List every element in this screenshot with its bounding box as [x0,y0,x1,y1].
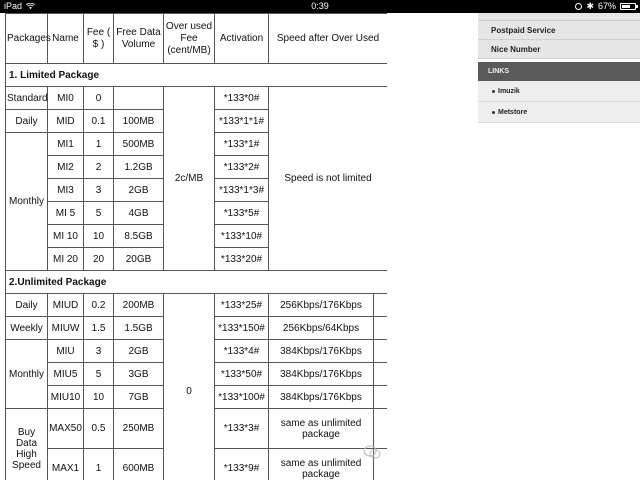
package-activation: *133*20# [215,248,269,271]
package-name: MI2 [48,156,84,179]
package-activation: *133*10# [215,225,269,248]
package-fee: 3 [84,179,114,202]
package-activation: *133*4# [215,340,269,363]
package-type: Weekly [6,317,48,340]
package-activation: *133*1*1# [215,110,269,133]
package-data: 8.5GB [114,225,164,248]
header-name: Name [48,14,84,64]
unlimited-over-used-fee: 0 [164,294,215,480]
section-title-limited: 1. Limited Package [6,64,388,87]
package-type: Monthly [6,133,48,271]
package-data: 1.2GB [114,156,164,179]
package-speed: same as unlimited package [269,409,374,449]
package-speed: 384Kbps/176Kbps [269,340,374,363]
package-name: MIU [48,340,84,363]
package-activation: *133*9# [215,449,269,480]
package-name: MIUD [48,294,84,317]
package-table-container [5,13,387,480]
package-fee: 0 [84,87,114,110]
link-label: Metstore [498,109,528,116]
package-speed: 384Kbps/176Kbps [269,363,374,386]
sidebar-item-nice-number[interactable]: Nice Number [478,40,640,59]
package-activation: *133*25# [215,294,269,317]
package-name: MIUW [48,317,84,340]
table-row [6,87,388,110]
sidebar-item-postpaid[interactable]: Postpaid Service [478,21,640,40]
package-name: MAX50 [48,409,84,449]
package-activation: *133*150# [215,317,269,340]
package-data: 20GB [114,248,164,271]
package-name: MI 20 [48,248,84,271]
package-data: 3GB [114,363,164,386]
package-name: MI 10 [48,225,84,248]
package-table [5,13,387,480]
bluetooth-icon: ✱ [586,1,594,11]
header-speed-after: Speed after Over Used [269,14,388,64]
package-speed: 256Kbps/176Kbps [269,294,374,317]
package-fee: 1 [84,133,114,156]
package-data: 7GB [114,386,164,409]
bullet-icon [492,111,495,114]
package-data: 4GB [114,202,164,225]
header-over-used: Over used Fee (cent/MB) [164,14,215,64]
sidebar-item-clipped[interactable] [478,13,640,21]
section-row [6,271,388,294]
package-data: 200MB [114,294,164,317]
section-title-unlimited: 2.Unlimited Package [6,271,388,294]
package-name: MI3 [48,179,84,202]
package-fee: 2 [84,156,114,179]
header-fee: Fee ( $ ) [84,14,114,64]
table-row [6,294,388,317]
package-activation: *133*50# [215,363,269,386]
package-type: Monthly [6,340,48,409]
package-fee: 3 [84,340,114,363]
package-data: 2GB [114,340,164,363]
rotation-lock-icon [575,3,582,10]
package-type: Daily [6,294,48,317]
header-row [6,14,388,64]
battery-level-fill [622,5,630,8]
package-type: Standard [6,87,48,110]
package-data: 1.5GB [114,317,164,340]
package-fee: 0.2 [84,294,114,317]
package-type: Daily [6,110,48,133]
package-fee: 10 [84,386,114,409]
package-activation: *133*5# [215,202,269,225]
header-activation: Activation [215,14,269,64]
package-speed: same as unlimited package [269,449,374,480]
package-activation: *133*1# [215,133,269,156]
battery-percent: 67% [597,1,616,11]
package-fee: 20 [84,248,114,271]
package-name: MI1 [48,133,84,156]
package-type: Buy Data High Speed [6,409,48,480]
links-header: LINKS [478,62,640,81]
watermark-icon [362,444,382,460]
header-free-data: Free Data Volume [114,14,164,64]
package-data: 600MB [114,449,164,480]
battery-icon [620,3,636,10]
package-fee: 5 [84,363,114,386]
device-label: iPad [4,1,23,11]
table-filler-cell [374,340,388,363]
package-fee: 0.1 [84,110,114,133]
package-fee: 5 [84,202,114,225]
package-data [114,87,164,110]
header-packages: Packages [6,14,48,64]
limited-speed-after: Speed is not limited [269,87,388,271]
bullet-icon [492,90,495,93]
link-imuzik[interactable] [478,81,640,102]
table-filler-cell [374,294,388,317]
package-activation: *133*2# [215,156,269,179]
link-label: Imuzik [498,88,520,95]
package-fee: 1 [84,449,114,480]
package-data: 2GB [114,179,164,202]
sidebar [478,13,640,123]
package-activation: *133*100# [215,386,269,409]
link-metstore[interactable] [478,102,640,123]
package-speed: 256Kbps/64Kbps [269,317,374,340]
table-filler-cell [374,386,388,409]
package-activation: *133*1*3# [215,179,269,202]
package-data: 250MB [114,409,164,449]
package-name: MI 5 [48,202,84,225]
package-name: MAX1 [48,449,84,480]
status-time: 0:39 [311,1,329,11]
table-filler-cell [374,363,388,386]
package-fee: 10 [84,225,114,248]
table-filler-cell [374,409,388,449]
package-speed: 384Kbps/176Kbps [269,386,374,409]
section-row [6,64,388,87]
package-fee: 0.5 [84,409,114,449]
package-activation: *133*3# [215,409,269,449]
limited-over-used-fee: 2c/MB [164,87,215,271]
table-filler-cell [374,317,388,340]
status-bar [0,0,640,13]
package-name: MIU5 [48,363,84,386]
package-data: 100MB [114,110,164,133]
package-name: MI0 [48,87,84,110]
package-name: MID [48,110,84,133]
package-name: MIU10 [48,386,84,409]
package-fee: 1.5 [84,317,114,340]
package-data: 500MB [114,133,164,156]
package-activation: *133*0# [215,87,269,110]
